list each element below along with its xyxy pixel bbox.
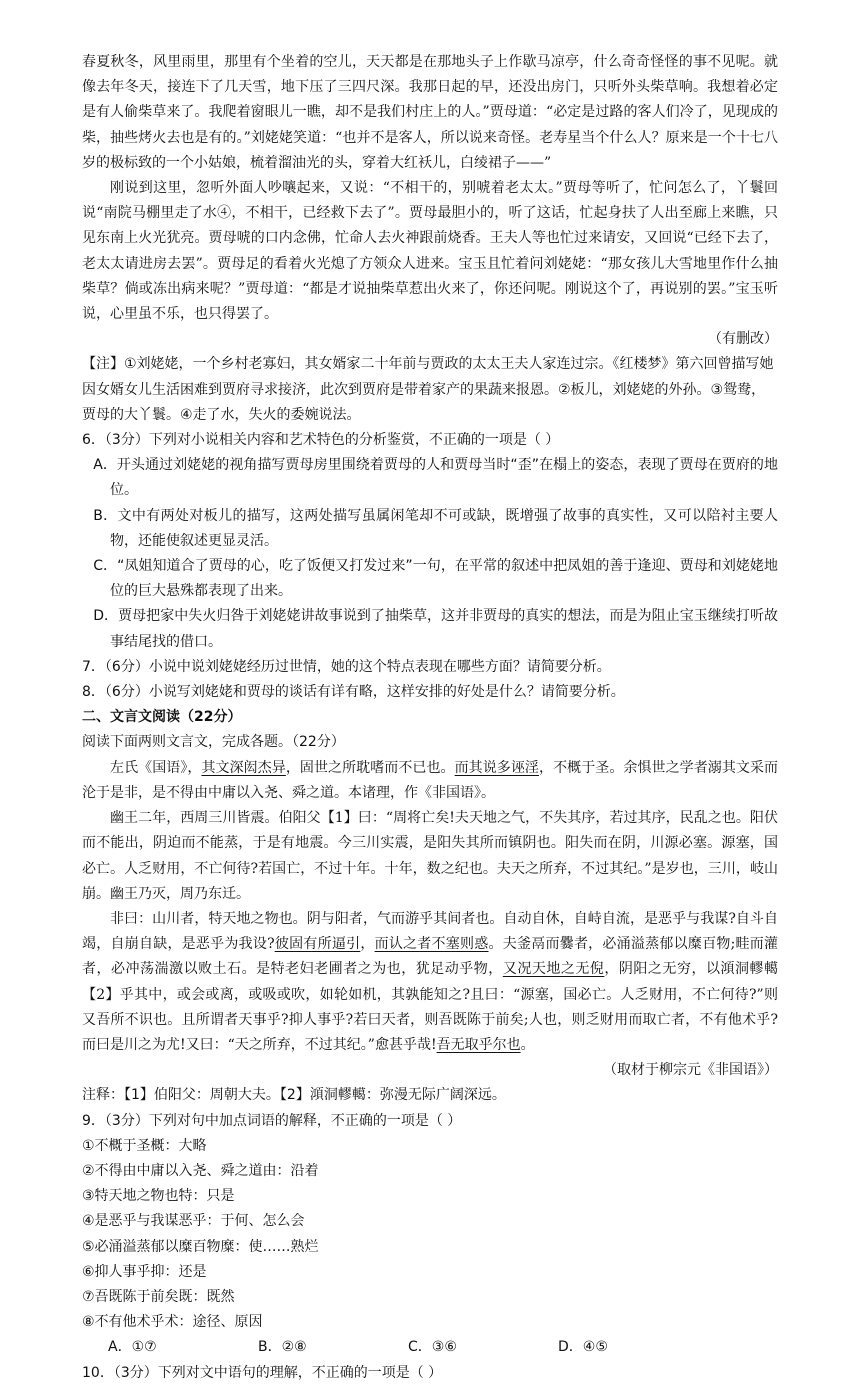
story-source: （有删改）: [708, 331, 778, 348]
question-9-choice-b: B．②⑧: [258, 1339, 307, 1356]
question-9-item-3: ③特天地之物也特：只是: [82, 1188, 235, 1205]
underlined-sentence: 而其说多诬淫: [454, 759, 539, 776]
classical-paragraph-3: [82, 907, 778, 1058]
question-9-choice-c: C．③⑥: [408, 1339, 457, 1356]
question-7: 7．（6分）小说中说刘姥姥经历过世情，她的这个特点表现在哪些方面？请简要分析。: [82, 658, 611, 675]
question-9-choice-d: D．④⑤: [558, 1339, 608, 1356]
section-2-intro: 阅读下面两则文言文，完成各题。（22分）: [82, 734, 345, 751]
question-9-item-8: ⑧不有他术乎术：途径、原因: [82, 1314, 263, 1331]
question-10-stem: 10．（3分）下列对文中语句的理解，不正确的一项是（ ）: [82, 1364, 443, 1381]
underlined-sentence: 吾无取乎尔也: [436, 1036, 521, 1053]
text-run: 。夫釜鬲而爨者，必涌溢蒸郁以糜百物;畦而灌者，必冲荡湍激以败土石。是特老妇老圃者之为也，犹足动乎物，: [82, 936, 779, 978]
text-run: ，阴阳之无穷，以澒洞轇轕【2】乎其中，或会或离，或吸或吹，如轮如机，其孰能知之?且曰：“源塞，国必亡。人乏财用，不亡何待?”则又吾所不识也。且所谓者天事乎?抑人事乎?若曰天者，则吾既陈于前矣;人也，则乏财用而取亡者，不有他术乎?而曰是川之为尤!又曰：“天之所弃，不过其纪。”愈甚乎哉!: [82, 961, 779, 1053]
text-run: 非曰：山川者，特天地之物也。阴与阳者，气而游乎其间者也。自动自休，自峙自流，是恶乎与我谋?自斗自竭，自崩自缺，是恶乎为我设?: [82, 910, 778, 953]
story-paragraph-1: 春夏秋冬，风里雨里，那里有个坐着的空儿，天天都是在那地头子上作歇马凉亭，什么奇奇怪怪的事不见呢。就像去年冬天，接连下了几天雪，地下压了三四尺深。我那日起的早，还没出房门，只听外头柴草响。我想着必定是有人偷柴草来了。我爬着窗眼儿一瞧，却不是我们村庄上的人。”贾母道：“必定是过路的客人们冷了，见现成的柴，抽些烤火去也是有的。”刘姥姥笑道：“也并不是客人，所以说来奇怪。老寿星当个什么人？原来是一个十七八岁的极标致的一个小姑娘，梳着溜油光的头，穿着大红袄儿，白绫裙子——”: [82, 54, 778, 171]
question-6-option-d: D．贾母把家中失火归咎于刘姥姥讲故事说到了抽柴草，这并非贾母的真实的想法，而是为阻止宝玉继续打听故事结尾找的借口。: [93, 608, 778, 650]
underlined-sentence: 而认之者不塞则惑: [374, 936, 489, 953]
classical-paragraph-1: [82, 756, 778, 806]
question-9-item-7: ⑦吾既陈于前矣既：既然: [82, 1288, 235, 1305]
question-9-item-2: ②不得由中庸以入尧、舜之道由：沿着: [82, 1162, 319, 1179]
question-9-item-6: ⑥抑人事乎抑：还是: [82, 1263, 207, 1280]
story-note: 【注】①刘姥姥，一个乡村老寡妇，其女婿家二十年前与贾政的太太王夫人家连过宗。《红楼梦》第六回曾描写她因女婿女儿生活困难到贾府寻求接济，此次到贾府是带着家产的果蔬来报恩。②板儿，刘姥姥的外孙。③鸳鸯，贾母的大丫鬟。④走了水，失火的委婉说法。: [82, 356, 774, 423]
question-9-item-4: ④是恶乎与我谋恶乎：于何、怎么会: [82, 1213, 305, 1230]
question-9-choice-a: A．①⑦: [108, 1339, 157, 1356]
text-run: ，固世之所耽嗜而不已也。: [285, 759, 455, 776]
text-run: ，不概于圣。余惧世之学者溺其文采而沦于是非，是不得由中庸以入尧、舜之道。本诸理，作《非国语》。: [82, 759, 779, 801]
text-run: 左氏《国语》，: [110, 759, 202, 776]
question-9-choices: [82, 1335, 778, 1360]
classical-paragraph-2: 幽王二年，西周三川皆震。伯阳父【1】曰：“周将亡矣!夫天地之气，不失其序，若过其序，民乱之也。阳伏而不能出，阴迫而不能蒸，于是有地震。今三川实震，是阳失其所而镇阴也。阳失而在阴，川源必塞。源塞，国必亡。人乏财用，不亡何待?若国亡，不过十年。十年，数之纪也。夫天之所弃，不过其纪。”是岁也，三川，岐山崩。幽王乃灭，周乃东迁。: [82, 810, 778, 902]
underlined-sentence: 彼固有所逼引: [274, 936, 361, 953]
question-6-stem: 6．（3分）下列对小说相关内容和艺术特色的分析鉴赏，不正确的一项是（ ）: [82, 432, 560, 449]
underlined-sentence: 又况天地之无倪: [502, 961, 605, 978]
text-run: 。: [520, 1036, 535, 1053]
underlined-sentence: 其文深闳杰异: [201, 759, 286, 776]
section-2-heading: 二、文言文阅读（22分）: [82, 709, 242, 726]
classical-notes: 注释：【1】伯阳父：周朝大夫。【2】澒洞轇轕：弥漫无际广阔深远。: [82, 1087, 506, 1104]
question-9-item-5: ⑤必涌溢蒸郁以糜百物糜：使……熟烂: [82, 1238, 319, 1255]
question-9-item-1: ①不概于圣概：大略: [82, 1137, 207, 1154]
question-6-option-c: C．“凤姐知道合了贾母的心，吃了饭便又打发过来”一句，在平常的叙述中把凤姐的善于逢迎、贾母和刘姥姥地位的巨大悬殊都表现了出来。: [93, 558, 778, 600]
question-8: 8．（6分）小说写刘姥姥和贾母的谈话有详有略，这样安排的好处是什么？请简要分析。: [82, 684, 625, 701]
question-6-option-a: A．开头通过刘姥姥的视角描写贾母房里围绕着贾母的人和贾母当时“歪”在榻上的姿态，表现了贾母在贾府的地位。: [93, 457, 778, 499]
story-paragraph-2: 刚说到这里，忽听外面人吵嚷起来，又说：“不相干的，别唬着老太太。”贾母等听了，忙问怎么了，丫鬟回说“南院马棚里走了水④，不相干，已经救下去了”。贾母最胆小的，听了这话，忙起身扶了人出至廊上来瞧，只见东南上火光犹亮。贾母唬的口内念佛，忙命人去火神跟前烧香。王夫人等也忙过来请安，又回说“已经下去了，老太太请进房去罢”。贾母足的看着火光熄了方领众人进来。宝玉且忙着问刘姥姥：“那女孩儿大雪地里作什么抽柴草？倘或冻出病来呢？”贾母道：“都是才说抽柴草惹出火来了，你还问呢。刚说这个了，再说别的罢。”宝玉听说，心里虽不乐，也只得罢了。: [82, 180, 778, 323]
question-6-option-b: B．文中有两处对板儿的描写，这两处描写虽属闲笔却不可或缺，既增强了故事的真实性，又可以陪衬主要人物，还能使叙述更显灵活。: [93, 507, 778, 549]
classical-source: （取材于柳宗元《非国语》）: [603, 1062, 778, 1079]
question-9-stem: 9．（3分）下列对句中加点词语的解释，不正确的一项是（ ）: [82, 1112, 462, 1129]
text-run: ，: [360, 936, 375, 953]
